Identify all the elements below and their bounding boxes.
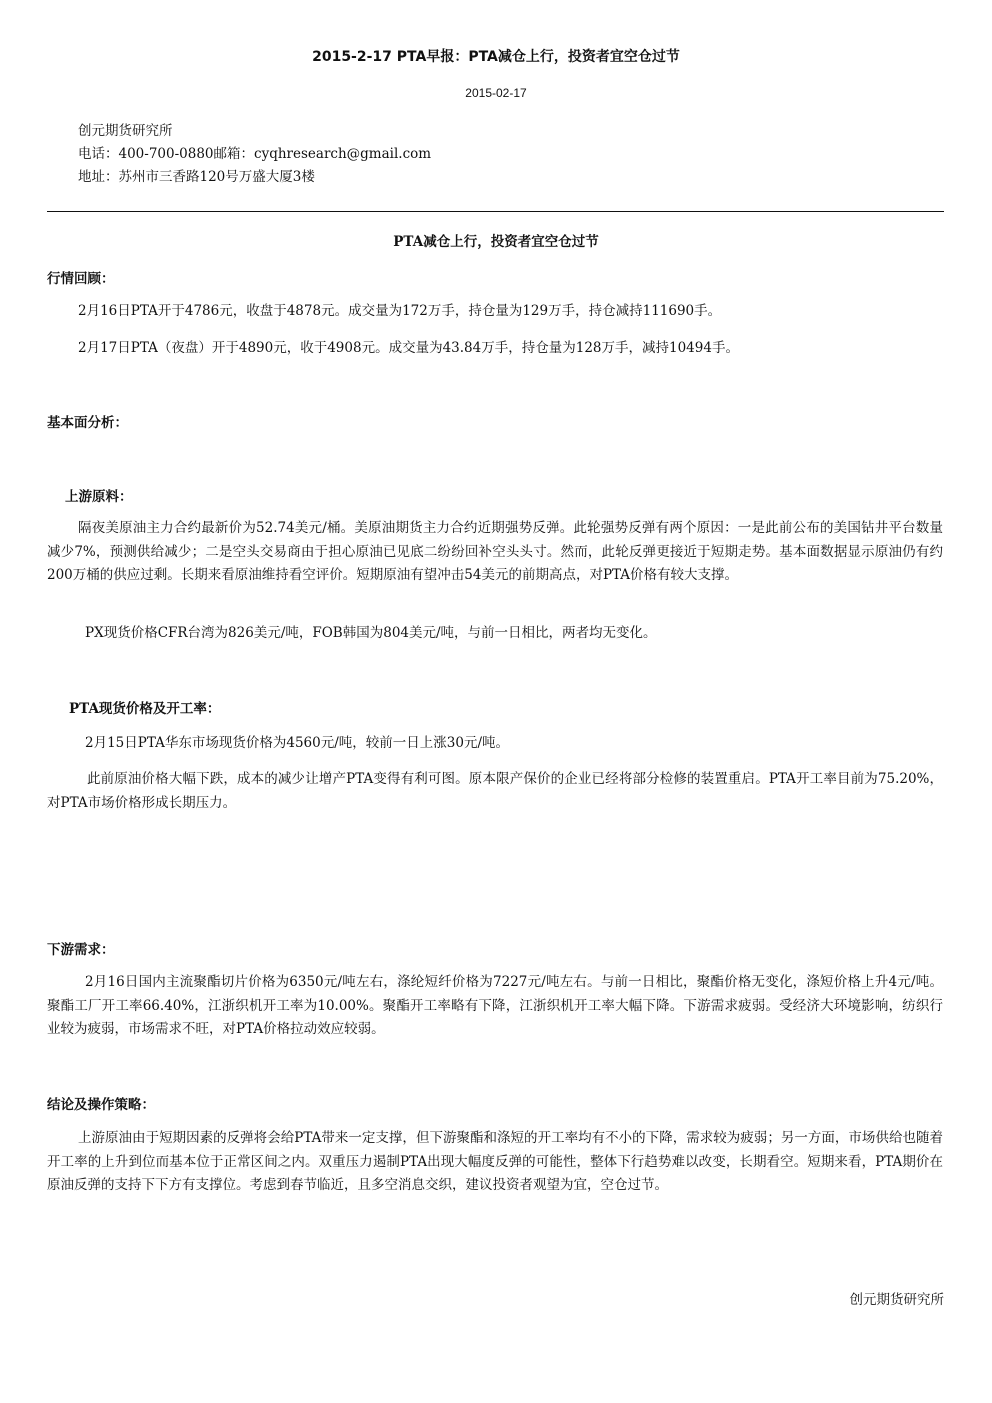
downstream-paragraph-1: 2月16日国内主流聚酯切片价格为6350元/吨左右，涤纶短纤价格为7227元/吨左右。与前一日相比，聚酯价格无变化，涤短价格上升4元/吨。聚酯工厂开工率66.40%，江浙织机开工率为10.00%。聚酯开工率略有下降，江浙织机开工率大幅下降。下游需求疲弱。受经济大环境影响，纺织行业较为疲弱，市场需求不旺，对PTA价格拉动效应较弱。 (47, 974, 943, 1037)
conclusion-paragraph-1: 上游原油由于短期因素的反弹将会给PTA带来一定支撑，但下游聚酯和涤短的开工率均有不小的下降，需求较为疲弱；另一方面，市场供给也随着开工率的上升到位而基本位于正常区间之内。双重压力遏制PTA出现大幅度反弹的可能性，整体下行趋势难以改变，长期看空。短期来看，PTA期价在原油反弹的支持下下方有支撑位。考虑到春节临近，且多空消息交织，建议投资者观望为宜，空仓过节。 (47, 1130, 943, 1193)
report-date: 2015-02-17 (465, 86, 527, 100)
contact-org: 创元期货研究所 (78, 123, 173, 139)
market-review-paragraph-1: 2月16日PTA开于4786元，收盘于4878元。成交量为172万手，持仓量为129万手，持仓减持111690手。 (78, 303, 722, 319)
heading-spot-price: PTA现货价格及开工率： (69, 701, 221, 717)
heading-fundamentals: 基本面分析： (47, 415, 128, 431)
report-subtitle: PTA减仓上行，投资者宜空仓过节 (393, 234, 599, 250)
heading-conclusion: 结论及操作策略： (47, 1097, 155, 1113)
upstream-paragraph-2: PX现货价格CFR台湾为826美元/吨，FOB韩国为804美元/吨，与前一日相比，两者均无变化。 (85, 625, 657, 641)
signature: 创元期货研究所 (849, 1292, 944, 1308)
heading-market-review: 行情回顾： (47, 271, 115, 287)
contact-address: 地址：苏州市三香路120号万盛大厦3楼 (78, 169, 315, 185)
report-title: 2015-2-17 PTA早报：PTA减仓上行，投资者宜空仓过节 (312, 49, 680, 65)
upstream-paragraph-1: 隔夜美原油主力合约最新价为52.74美元/桶。美原油期货主力合约近期强势反弹。此轮强势反弹有两个原因：一是此前公布的美国钻井平台数量减少7%，预测供给减少；二是空头交易商由于担心原油已见底二纷纷回补空头头寸。然而，此轮反弹更接近于短期走势。基本面数据显示原油仍有约200万桶的供应过剩。长期来看原油维持看空评价。短期原油有望冲击54美元的前期高点，对PTA价格有较大支撑。 (47, 520, 943, 583)
spot-paragraph-1: 2月15日PTA华东市场现货价格为4560元/吨，较前一日上涨30元/吨。 (85, 735, 509, 751)
header-divider (47, 211, 944, 212)
market-review-paragraph-2: 2月17日PTA（夜盘）开于4890元，收于4908元。成交量为43.84万手，持仓量为128万手，减持10494手。 (78, 340, 739, 356)
contact-phone-email: 电话：400-700-0880邮箱：cyqhresearch@gmail.com (78, 146, 432, 162)
spot-paragraph-2: 此前原油价格大幅下跌，成本的减少让增产PTA变得有利可图。原本限产保价的企业已经将部分检修的装置重启。PTA开工率目前为75.20%，对PTA市场价格形成长期压力。 (47, 771, 943, 811)
heading-upstream: 上游原料： (65, 489, 133, 505)
heading-downstream: 下游需求： (47, 942, 115, 958)
